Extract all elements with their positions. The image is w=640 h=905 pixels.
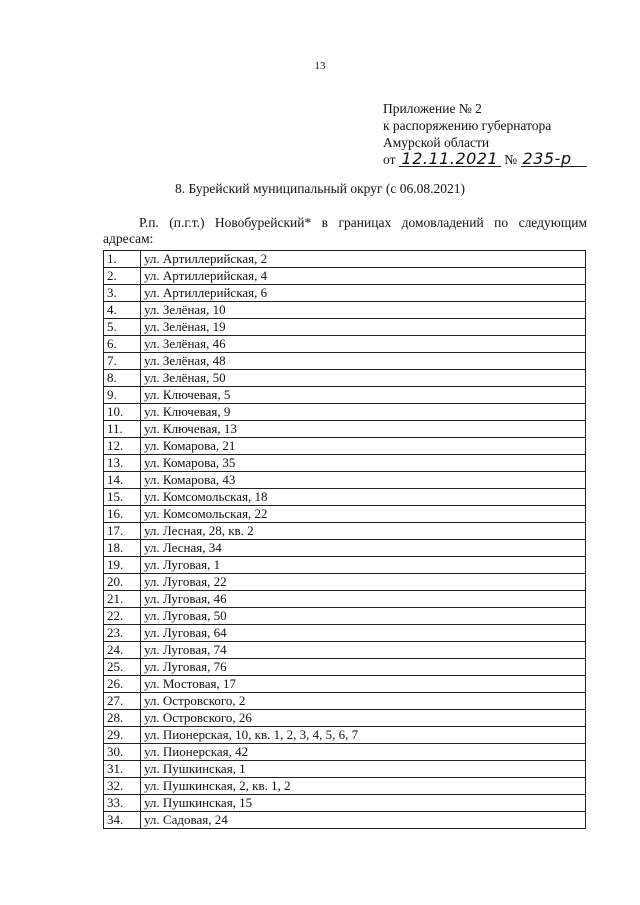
row-address: ул. Комсомольская, 18	[141, 489, 586, 506]
table-row	[104, 506, 586, 523]
row-address: ул. Лесная, 34	[141, 540, 586, 557]
row-address: ул. Луговая, 50	[141, 608, 586, 625]
row-number: 19.	[104, 557, 141, 574]
row-address: ул. Комарова, 21	[141, 438, 586, 455]
row-number: 33.	[104, 795, 141, 812]
table-row	[104, 812, 586, 829]
row-address: ул. Артиллерийская, 2	[141, 251, 586, 268]
row-number: 12.	[104, 438, 141, 455]
row-number: 25.	[104, 659, 141, 676]
row-number: 13.	[104, 455, 141, 472]
table-row	[104, 302, 586, 319]
table-row	[104, 523, 586, 540]
row-address: ул. Ключевая, 9	[141, 404, 586, 421]
table-row	[104, 591, 586, 608]
row-address: ул. Ключевая, 13	[141, 421, 586, 438]
row-number: 34.	[104, 812, 141, 829]
table-row	[104, 353, 586, 370]
table-row	[104, 540, 586, 557]
row-address: ул. Комарова, 35	[141, 455, 586, 472]
table-row	[104, 336, 586, 353]
row-address: ул. Зелёная, 10	[141, 302, 586, 319]
row-address: ул. Зелёная, 46	[141, 336, 586, 353]
table-row	[104, 778, 586, 795]
number-prefix: №	[504, 152, 518, 167]
table-row	[104, 472, 586, 489]
intro-line-2: адресам:	[103, 231, 154, 246]
row-number: 10.	[104, 404, 141, 421]
table-row	[104, 727, 586, 744]
row-address: ул. Зелёная, 19	[141, 319, 586, 336]
row-address: ул. Мостовая, 17	[141, 676, 586, 693]
table-row	[104, 370, 586, 387]
row-address: ул. Луговая, 46	[141, 591, 586, 608]
row-number: 4.	[104, 302, 141, 319]
table-row	[104, 761, 586, 778]
row-address: ул. Зелёная, 50	[141, 370, 586, 387]
appendix-title: Приложение № 2	[383, 101, 482, 116]
row-address: ул. Пионерская, 42	[141, 744, 586, 761]
table-row	[104, 319, 586, 336]
row-address: ул. Пушкинская, 1	[141, 761, 586, 778]
row-number: 24.	[104, 642, 141, 659]
row-address: ул. Луговая, 74	[141, 642, 586, 659]
row-address: ул. Пушкинская, 2, кв. 1, 2	[141, 778, 586, 795]
table-row	[104, 659, 586, 676]
row-address: ул. Луговая, 22	[141, 574, 586, 591]
table-row	[104, 574, 586, 591]
section-title: 8. Бурейский муниципальный округ (с 06.08.2021)	[175, 181, 465, 196]
address-table-body	[104, 251, 586, 829]
table-row	[104, 676, 586, 693]
row-number: 27.	[104, 693, 141, 710]
table-row	[104, 642, 586, 659]
row-address: ул. Зелёная, 48	[141, 353, 586, 370]
row-number: 3.	[104, 285, 141, 302]
row-address: ул. Островского, 26	[141, 710, 586, 727]
table-row	[104, 438, 586, 455]
address-table	[103, 250, 586, 829]
row-number: 32.	[104, 778, 141, 795]
appendix-date-number	[383, 151, 587, 168]
row-number: 8.	[104, 370, 141, 387]
table-row	[104, 251, 586, 268]
row-number: 5.	[104, 319, 141, 336]
table-row	[104, 404, 586, 421]
row-address: ул. Комарова, 43	[141, 472, 586, 489]
table-row	[104, 489, 586, 506]
row-number: 7.	[104, 353, 141, 370]
row-number: 14.	[104, 472, 141, 489]
row-number: 29.	[104, 727, 141, 744]
table-row	[104, 744, 586, 761]
row-address: ул. Ключевая, 5	[141, 387, 586, 404]
row-number: 16.	[104, 506, 141, 523]
row-address: ул. Артиллерийская, 6	[141, 285, 586, 302]
row-address: ул. Пушкинская, 15	[141, 795, 586, 812]
table-row	[104, 455, 586, 472]
intro-paragraph	[103, 215, 587, 247]
row-address: ул. Комсомольская, 22	[141, 506, 586, 523]
date-prefix: от	[383, 152, 396, 167]
row-address: ул. Пионерская, 10, кв. 1, 2, 3, 4, 5, 6, 7	[141, 727, 586, 744]
row-number: 28.	[104, 710, 141, 727]
row-address: ул. Лесная, 28, кв. 2	[141, 523, 586, 540]
row-address: ул. Садовая, 24	[141, 812, 586, 829]
row-address: ул. Артиллерийская, 4	[141, 268, 586, 285]
table-row	[104, 285, 586, 302]
row-number: 20.	[104, 574, 141, 591]
appendix-header	[383, 100, 587, 168]
table-row	[104, 625, 586, 642]
table-row	[104, 710, 586, 727]
handwritten-number: 235-р	[521, 151, 587, 167]
row-number: 6.	[104, 336, 141, 353]
row-address: ул. Луговая, 64	[141, 625, 586, 642]
row-number: 17.	[104, 523, 141, 540]
row-number: 31.	[104, 761, 141, 778]
table-row	[104, 557, 586, 574]
row-number: 30.	[104, 744, 141, 761]
intro-line-1: Р.п. (п.г.т.) Новобурейский* в границах домовладений по следующим	[139, 215, 587, 230]
table-row	[104, 421, 586, 438]
row-number: 22.	[104, 608, 141, 625]
table-row	[104, 268, 586, 285]
page-number: 13	[314, 60, 326, 72]
row-number: 21.	[104, 591, 141, 608]
table-row	[104, 387, 586, 404]
row-number: 18.	[104, 540, 141, 557]
row-number: 11.	[104, 421, 141, 438]
row-address: ул. Луговая, 76	[141, 659, 586, 676]
row-address: ул. Луговая, 1	[141, 557, 586, 574]
row-number: 26.	[104, 676, 141, 693]
table-row	[104, 795, 586, 812]
row-number: 23.	[104, 625, 141, 642]
row-number: 1.	[104, 251, 141, 268]
appendix-region: Амурской области	[383, 135, 490, 150]
handwritten-date: 12.11.2021	[399, 151, 501, 167]
table-row	[104, 608, 586, 625]
row-number: 9.	[104, 387, 141, 404]
appendix-order-reference: к распоряжению губернатора	[383, 118, 552, 133]
row-address: ул. Островского, 2	[141, 693, 586, 710]
table-row	[104, 693, 586, 710]
row-number: 15.	[104, 489, 141, 506]
row-number: 2.	[104, 268, 141, 285]
